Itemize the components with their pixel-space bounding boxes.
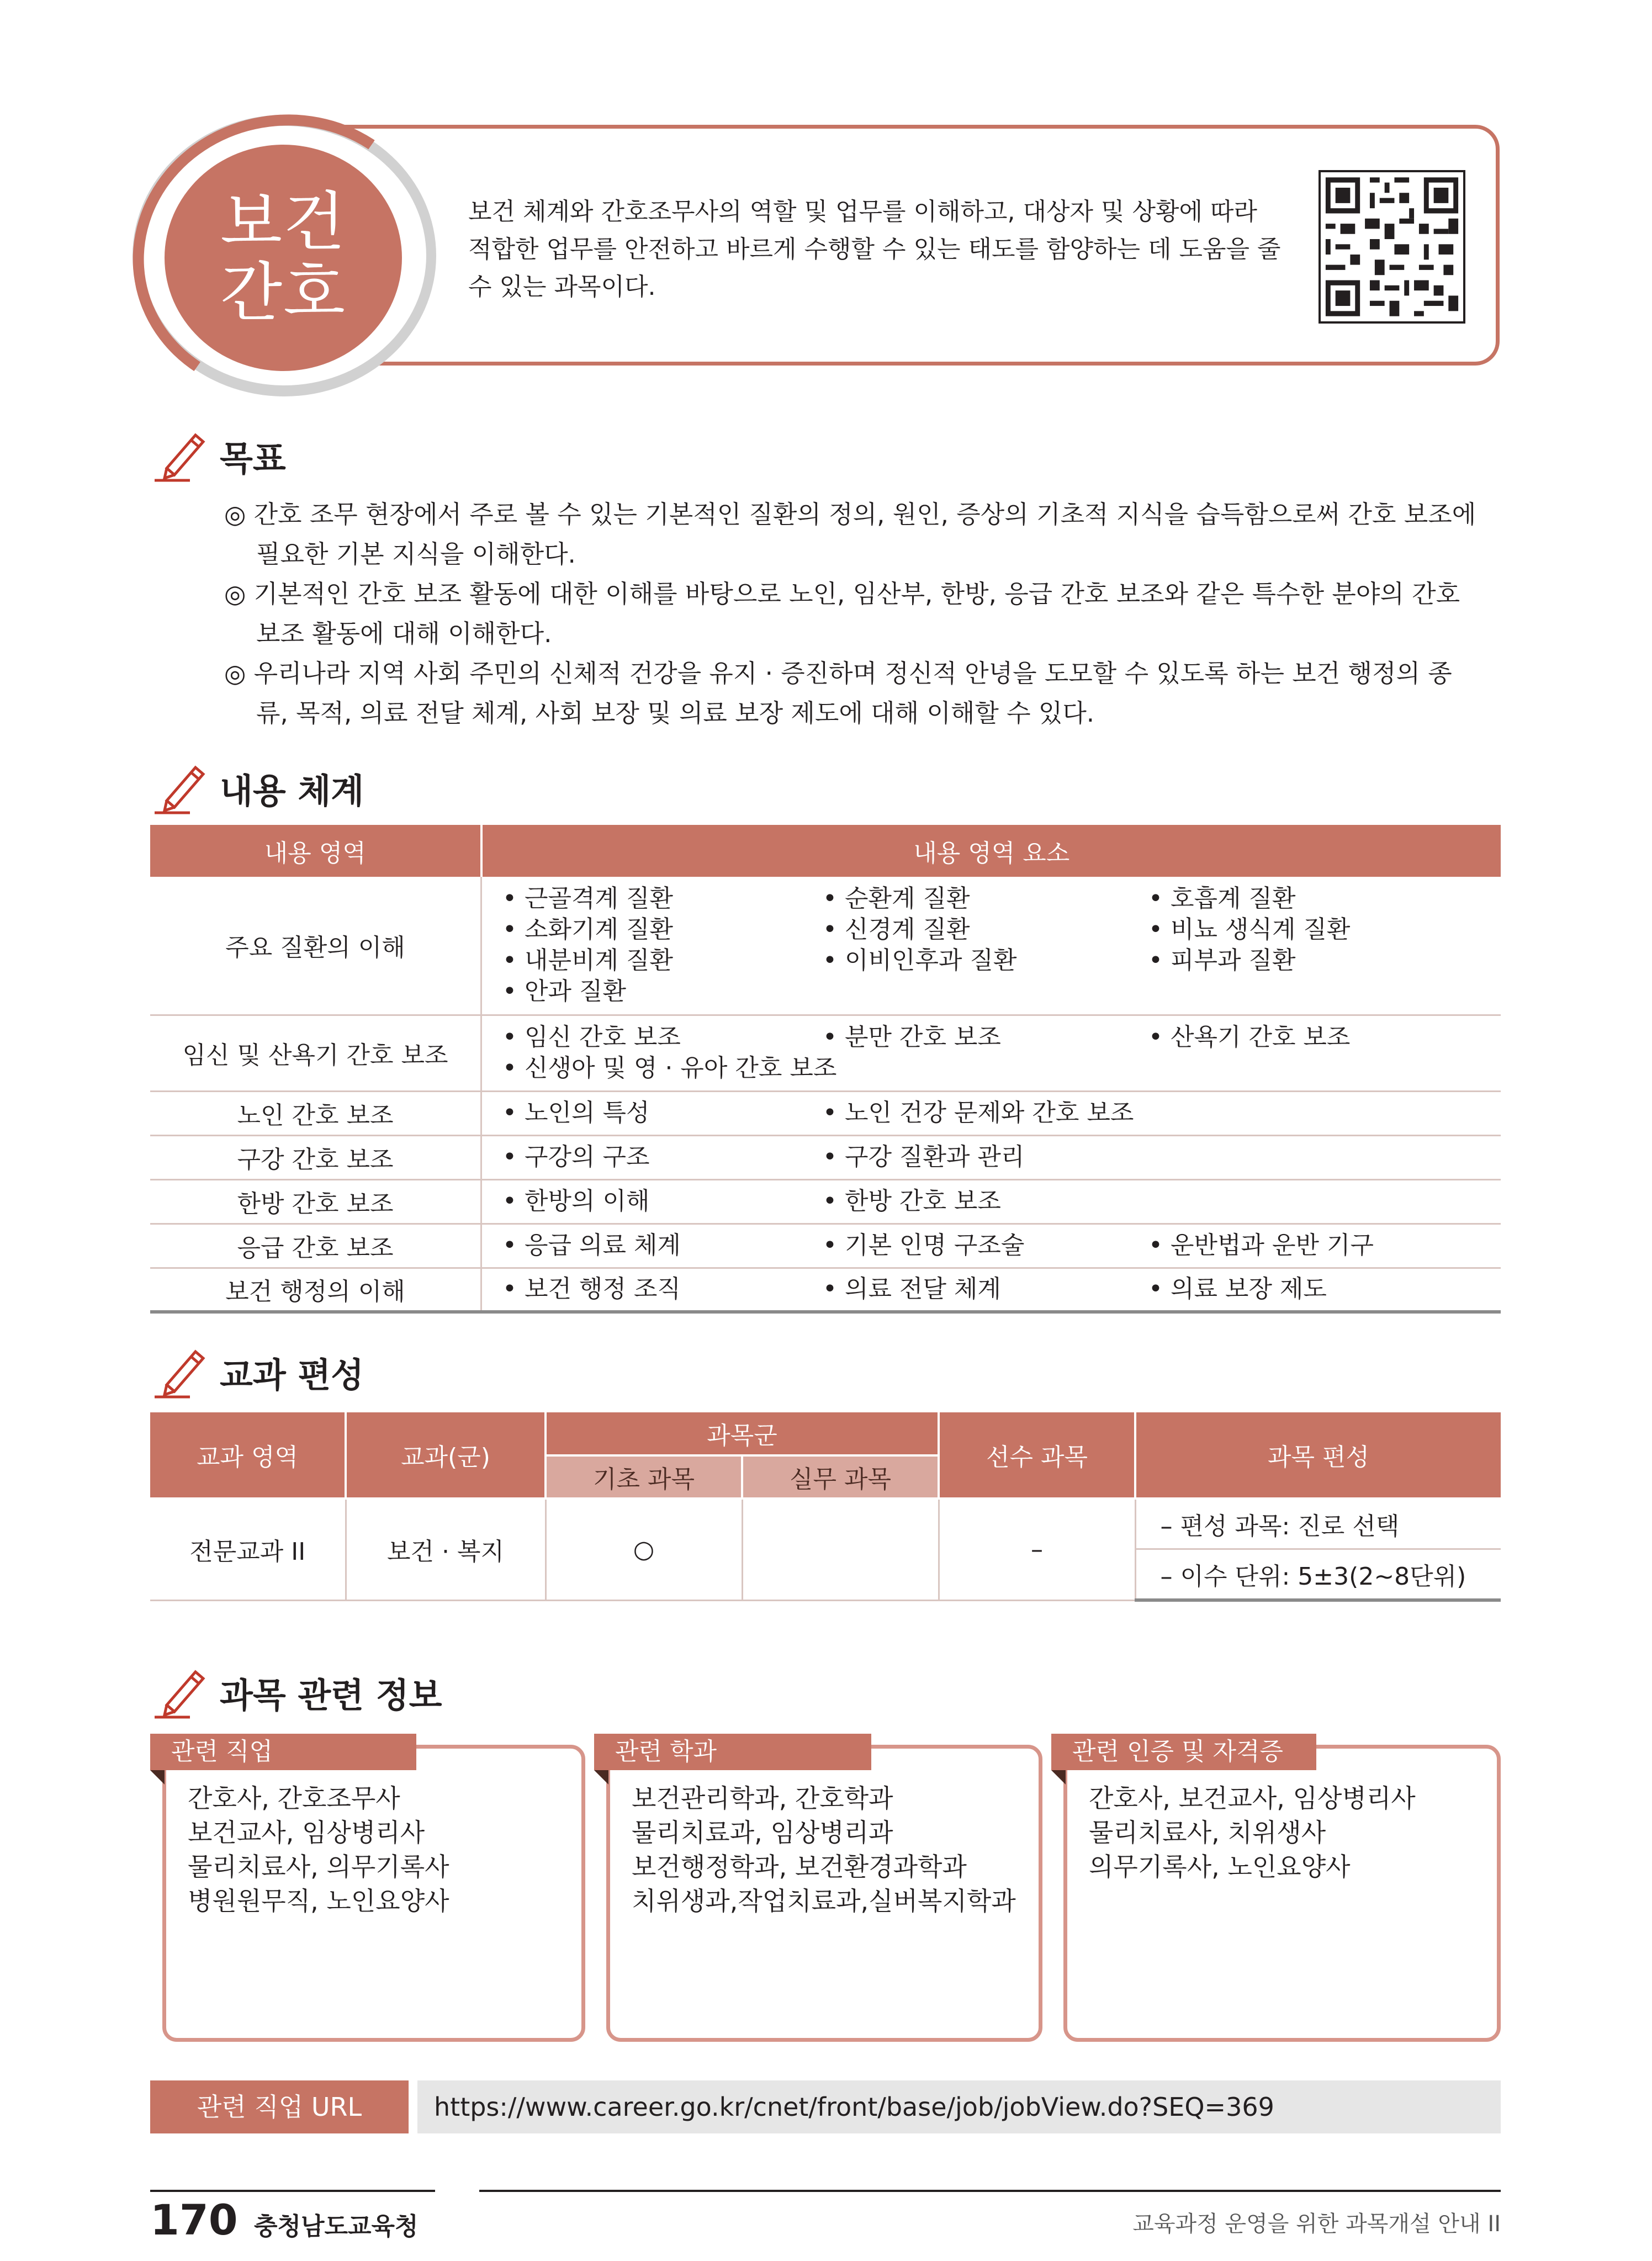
content-row (150, 1091, 1501, 1135)
related-title: 과목 관련 정보 (220, 1675, 442, 1715)
content-area-cell: 응급 간호 보조 (150, 1224, 481, 1268)
list-item: 치위생과,작업치료과,실버복지학과 (632, 1886, 1016, 1916)
goals-list (224, 495, 1483, 733)
content-elements-cell (481, 1179, 1501, 1224)
related-departments-list (632, 1781, 1035, 1918)
content-area-cell: 구강 간호 보조 (150, 1135, 481, 1179)
content-element: • 기본 인명 구조술 (823, 1231, 1025, 1259)
cell-subject: 보건 · 복지 (346, 1498, 546, 1600)
related-jobs-label: 관련 직업 (150, 1734, 416, 1770)
content-area-cell: 노인 간호 보조 (150, 1091, 481, 1135)
content-elements-cell (481, 1268, 1501, 1312)
cell-org-course: – 편성 과목: 진로 선택 (1135, 1498, 1501, 1549)
content-element: • 운반법과 운반 기구 (1148, 1231, 1374, 1259)
content-row (150, 1135, 1501, 1179)
content-heading (150, 758, 364, 818)
subject-title-line1: 보건 (220, 185, 347, 260)
cell-basic: ○ (546, 1498, 742, 1600)
content-header-area: 내용 영역 (150, 825, 481, 877)
content-element: • 근골격계 질환 (502, 885, 673, 913)
list-item: 보건관리학과, 간호학과 (632, 1783, 893, 1813)
goal-item: ◎ 기본적인 간호 보조 활동에 대한 이해를 바탕으로 노인, 임산부, 한방, 응급 간호 보조와 같은 특수한 분야의 간호 보조 활동에 대해 이해한다. (224, 579, 1460, 648)
subject-badge (165, 145, 402, 371)
goal-item: ◎ 우리나라 지역 사회 주민의 신체적 건강을 유지 · 증진하며 정신적 안녕을 도모할 수 있도록 하는 보건 행정의 종류, 목적, 의료 전달 체계, 사회 보장 및 의료 보장 제도에 대해 이해할 수 있다. (224, 659, 1452, 728)
content-element: • 내분비계 질환 (502, 946, 673, 975)
content-area-cell: 주요 질환의 이해 (150, 877, 481, 1015)
tab-fold (150, 1770, 165, 1785)
content-area-cell: 임신 및 산욕기 간호 보조 (150, 1015, 481, 1091)
related-url-label: 관련 직업 URL (150, 2080, 409, 2133)
tab-fold (1051, 1770, 1066, 1785)
tab-fold (594, 1770, 608, 1785)
curriculum-heading (150, 1342, 364, 1402)
cell-area: 전문교과 II (150, 1498, 346, 1600)
content-row (150, 877, 1501, 1015)
goal-item: ◎ 간호 조무 현장에서 주로 볼 수 있는 기본적인 질환의 정의, 원인, 증상의 기초적 지식을 습득함으로써 간호 보조에 필요한 기본 지식을 이해한다. (224, 500, 1476, 569)
content-element: • 한방 간호 보조 (823, 1187, 1001, 1215)
related-heading (150, 1662, 442, 1723)
content-element: • 이비인후과 질환 (823, 946, 1017, 975)
pencil-icon (150, 425, 212, 486)
pencil-icon (150, 1662, 212, 1723)
footer-divider-right (479, 2190, 1501, 2192)
content-element: • 호흡계 질환 (1148, 885, 1296, 913)
header-area: 교과 영역 (150, 1412, 346, 1498)
content-element: • 분만 간호 보조 (823, 1023, 1001, 1051)
list-item: 의무기록사, 노인요양사 (1089, 1852, 1351, 1882)
footer-organization: 충청남도교육청 (254, 2212, 419, 2241)
content-elements-cell (481, 1091, 1501, 1135)
content-title: 내용 체계 (220, 770, 364, 811)
list-item: 물리치료과, 임상병리과 (632, 1818, 893, 1847)
content-element: • 노인의 특성 (502, 1099, 650, 1127)
content-element: • 구강의 구조 (502, 1143, 650, 1171)
list-item: 물리치료사, 의무기록사 (188, 1852, 449, 1882)
list-item: 간호사, 간호조무사 (188, 1783, 400, 1813)
content-element: • 안과 질환 (502, 977, 626, 1006)
content-element: • 비뇨 생식계 질환 (1148, 915, 1351, 944)
list-item: 물리치료사, 치위생사 (1089, 1818, 1326, 1847)
content-element: • 신생아 및 영 · 유아 간호 보조 (502, 1054, 837, 1082)
content-element: • 임신 간호 보조 (502, 1023, 681, 1051)
pencil-icon (150, 758, 212, 818)
content-elements-cell (481, 1224, 1501, 1268)
content-element: • 순환계 질환 (823, 885, 970, 913)
content-element: • 응급 의료 체계 (502, 1231, 681, 1259)
content-element: • 소화기계 질환 (502, 915, 673, 944)
header-prereq: 선수 과목 (939, 1412, 1135, 1498)
content-element: • 보건 행정 조직 (502, 1275, 681, 1304)
content-element: • 구강 질환과 관리 (823, 1143, 1025, 1171)
related-departments-label: 관련 학과 (594, 1734, 871, 1770)
content-row (150, 1224, 1501, 1268)
content-area-cell: 한방 간호 보조 (150, 1179, 481, 1224)
header-organization: 과목 편성 (1135, 1412, 1501, 1498)
list-item: 보건행정학과, 보건환경과학과 (632, 1852, 967, 1882)
header-group: 과목군 (546, 1412, 939, 1455)
related-certificates-label: 관련 인증 및 자격증 (1051, 1734, 1316, 1770)
content-element: • 산욕기 간호 보조 (1148, 1023, 1351, 1051)
content-row (150, 1015, 1501, 1091)
content-row (150, 1179, 1501, 1224)
related-url-link[interactable]: https://www.career.go.kr/cnet/front/base/job/jobView.do?SEQ=369 (417, 2080, 1501, 2133)
cell-practical (742, 1498, 939, 1600)
content-elements-cell (481, 1015, 1501, 1091)
footer-document-title: 교육과정 운영을 위한 과목개설 안내 II (1132, 2211, 1501, 2237)
content-table (150, 825, 1501, 1314)
content-element: • 피부과 질환 (1148, 946, 1296, 975)
curriculum-title: 교과 편성 (220, 1354, 364, 1395)
list-item: 보건교사, 임상병리사 (188, 1818, 425, 1847)
content-area-cell: 보건 행정의 이해 (150, 1268, 481, 1312)
related-certificates-list (1089, 1781, 1492, 1884)
content-header-elements: 내용 영역 요소 (481, 825, 1501, 877)
footer-divider-left (150, 2190, 435, 2192)
content-element: • 노인 건강 문제와 간호 보조 (823, 1099, 1134, 1127)
header-practical: 실무 과목 (742, 1455, 939, 1498)
content-element: • 한방의 이해 (502, 1187, 650, 1215)
header-basic: 기초 과목 (546, 1455, 742, 1498)
content-element: • 의료 전달 체계 (823, 1275, 1001, 1304)
related-jobs-list (188, 1781, 574, 1918)
content-elements-cell (481, 1135, 1501, 1179)
goals-title: 목표 (220, 438, 286, 479)
subject-title-line2: 간호 (220, 256, 347, 330)
cell-org-units: – 이수 단위: 5±3(2~8단위) (1135, 1549, 1501, 1601)
content-element: • 신경계 질환 (823, 915, 970, 944)
content-element: • 의료 보장 제도 (1148, 1275, 1327, 1304)
content-row (150, 1268, 1501, 1312)
qr-code-icon[interactable] (1319, 170, 1465, 324)
pencil-icon (150, 1342, 212, 1402)
page-number: 170 (150, 2195, 238, 2244)
subject-description: 보건 체계와 간호조무사의 역할 및 업무를 이해하고, 대상자 및 상황에 따라 적합한 업무를 안전하고 바르게 수행할 수 있는 태도를 함양하는 데 도움을 줄 수 있는 과목이다. (468, 198, 1281, 301)
content-elements-cell (481, 877, 1501, 1015)
goals-heading (150, 425, 286, 486)
list-item: 병원원무직, 노인요양사 (188, 1886, 449, 1916)
cell-prereq: – (939, 1498, 1135, 1600)
curriculum-table (150, 1412, 1501, 1602)
list-item: 간호사, 보건교사, 임상병리사 (1089, 1783, 1416, 1813)
header-subject: 교과(군) (346, 1412, 546, 1498)
